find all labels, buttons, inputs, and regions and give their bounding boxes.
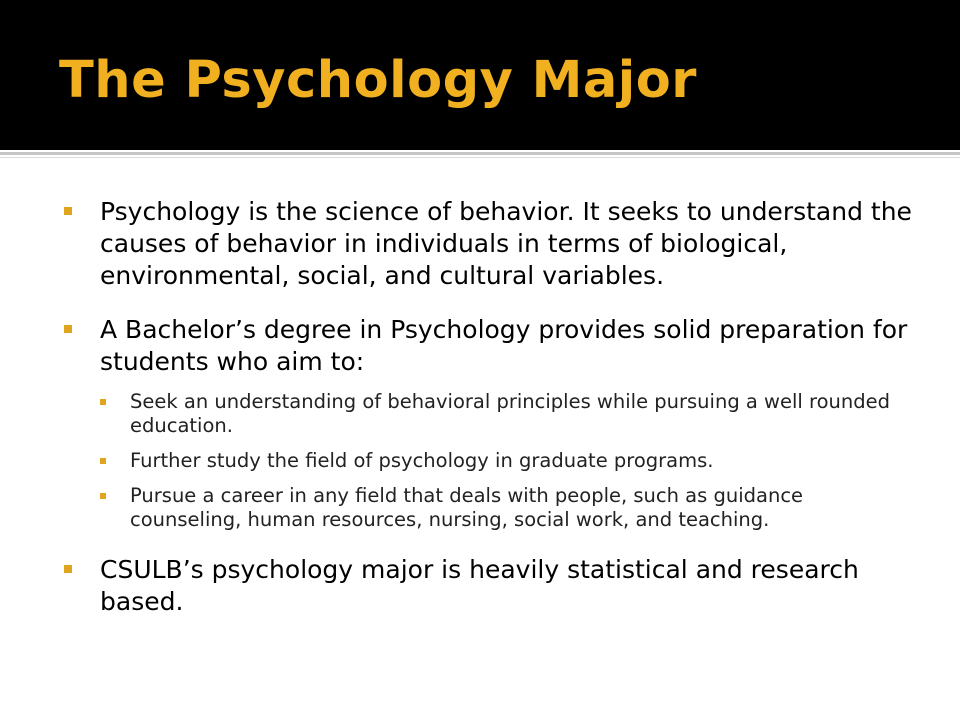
bullet-text: CSULB’s psychology major is heavily statistical and research based. — [100, 555, 859, 616]
square-bullet-icon — [64, 325, 72, 333]
sub-bullet-item — [100, 484, 914, 532]
sub-bullet-item — [100, 449, 914, 473]
bullet-item — [64, 314, 914, 532]
sub-bullet-text: Pursue a career in any field that deals with people, such as guidance counseling, human resources, nursing, social work, and teaching. — [130, 484, 804, 531]
title-bar — [0, 0, 960, 150]
bullet-text: Psychology is the science of behavior. It seeks to understand the causes of behavior in individuals in terms of biological, environmental, social, and cultural variables. — [100, 197, 912, 290]
title-divider-thin — [0, 157, 960, 158]
sub-bullet-text: Seek an understanding of behavioral principles while pursuing a well rounded education. — [130, 390, 891, 437]
square-bullet-icon — [100, 399, 106, 405]
sub-bullet-item — [100, 390, 914, 438]
square-bullet-icon — [100, 493, 106, 499]
bullet-text: A Bachelor’s degree in Psychology provides solid preparation for students who aim to: — [100, 315, 908, 376]
bullet-item — [64, 554, 914, 618]
sub-bullet-text: Further study the field of psychology in graduate programs. — [130, 449, 714, 472]
slide-content — [64, 196, 914, 618]
bullet-item — [64, 196, 914, 292]
square-bullet-icon — [64, 565, 72, 573]
square-bullet-icon — [100, 458, 106, 464]
square-bullet-icon — [64, 207, 72, 215]
sub-bullet-list — [100, 390, 914, 532]
slide-title: The Psychology Major — [59, 51, 697, 110]
title-divider — [0, 152, 960, 155]
